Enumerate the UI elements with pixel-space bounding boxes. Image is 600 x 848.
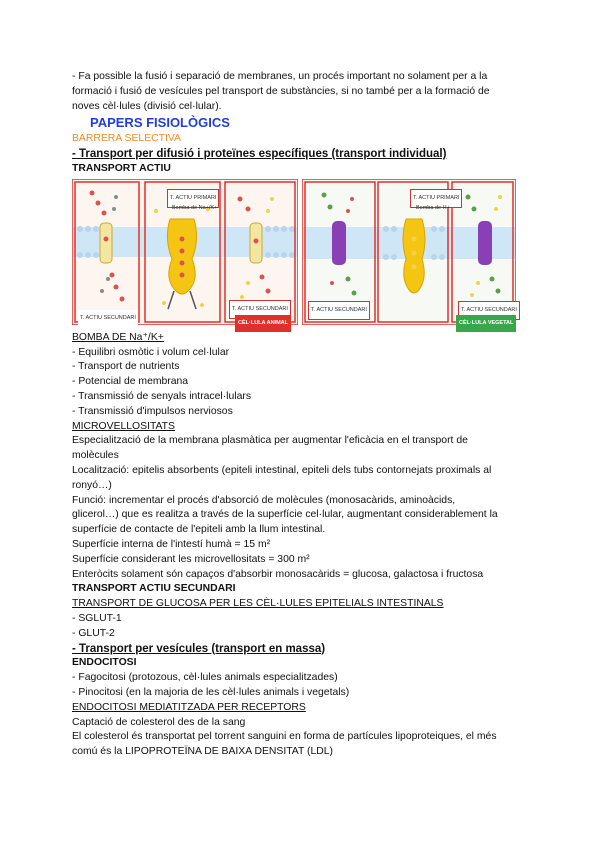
plant-secondary-left-label: T. ACTIU SECUNDARI [308,301,370,320]
transport-figure [72,179,532,327]
animal-secondary-left-label: T. ACTIU SECUNDARI [78,310,138,327]
enterocits-line: Enteròcits solament són capaços d'absorbir monosacàrids = glucosa, galactosa i fructosa [72,568,484,580]
list-item: - SGLUT-1 [72,612,122,624]
colesterol-line-1: El colesterol és transportat pel torrent sanguini en forma de partícules lipoproteiques, el més [72,731,497,743]
list-item: - Equilibri osmòtic i volum cel·lular [72,346,230,358]
bomba-list [72,346,532,420]
microvellositats-fun-2: glicerol…) que es realitza a través de la superfície cel·lular, augmentant considerablement la [72,509,498,521]
animal-secondary-right-label: T. ACTIU SECUNDARI [229,300,291,319]
intro-line-1: - Fa possible la fusió i separació de membranes, un procés important no solament per a la [72,71,488,82]
plant-pump-label: Bomba de H+ [416,204,450,211]
microvellositats-loc-2: ronyó…) [72,479,112,491]
transport-actiu-heading: TRANSPORT ACTIU [72,162,171,174]
animal-cell-tag: CÈL·LULA ANIMAL [235,315,291,332]
microvellositats-heading: MICROVELLOSITATS [72,420,175,432]
document-page [72,70,532,760]
list-item: - GLUT-2 [72,627,115,639]
colesterol-line-2: comú és la LIPOPROTEÏNA DE BAIXA DENSITAT (LDL) [72,746,333,758]
transport-vesicules-heading: - Transport per vesícules (transport en massa) [72,642,326,655]
list-item: - Pinocitosi (en la majoria de les cèl·lules animals i vegetals) [72,686,350,698]
endocitosi-heading: ENDOCITOSI [72,657,137,669]
animal-primary-label: T. ACTIU PRIMARI [167,189,219,208]
intro-line-3: noves cèl·lules (divisió cel·lular). [72,100,222,112]
list-item: - Transport de nutrients [72,361,180,373]
superficie-intesti: Superfície interna de l'intestí humà = 15 m² [72,538,271,550]
plant-primary-label: T. ACTIU PRIMARI [410,189,462,208]
superficie-microvellositats: Superfície considerant les microvellositats = 300 m² [72,553,310,565]
microvellositats-fun-3: superfície de contacte de l'epiteli amb la llum intestinal. [72,524,326,536]
list-item: - Transmissió d'impulsos nerviosos [72,405,233,417]
endocitosi-mediatitzada-heading: ENDOCITOSI MEDIATITZADA PER RECEPTORS [72,701,306,713]
intro-line-2: formació i fusió de vesícules pel transport de substàncies, si no també per a la formació de [72,85,490,97]
bomba-heading: BOMBA DE Na⁺/K+ [72,331,164,343]
microvellositats-esp-1: Especialització de la membrana plasmàtica per augmentar l'eficàcia en el transport de [72,435,468,447]
plant-secondary-right-label: T. ACTIU SECUNDARI [458,301,520,320]
transport-actiu-secundari-heading: TRANSPORT ACTIU SECUNDARI [72,583,236,595]
microvellositats-fun-1: Funció: incrementar el procés d'absorció de molècules (monosacàrids, aminoàcids, [72,494,456,506]
animal-pump-label: Bomba de Na+/K+ [172,204,218,211]
transport-difusio-heading: - Transport per difusió i proteïnes específiques (transport individual) [72,148,447,161]
glucosa-heading: TRANSPORT DE GLUCOSA PER LES CÈL·LULES EPITELIALS INTESTINALS [72,598,444,610]
microvellositats-esp-2: molècules [72,450,119,462]
list-item: - Fagocitosi (protozous, cèl·lules animals especialitzades) [72,672,338,684]
plant-cell-tag: CÈL·LULA VEGETAL [456,315,516,332]
list-item: - Potencial de membrana [72,376,189,388]
captacio-colesterol: Captació de colesterol des de la sang [72,716,246,728]
microvellositats-loc-1: Localització: epitelis absorbents (epiteli intestinal, epiteli dels tubs contornejats proximals al [72,464,492,476]
list-item: - Transmissió de senyals intracel·lulars [72,390,252,402]
heading-papers-fisiologics: PAPERS FISIOLÒGICS [90,115,230,131]
barrera-selectiva-label: BARRERA SELECTIVA [72,133,181,145]
